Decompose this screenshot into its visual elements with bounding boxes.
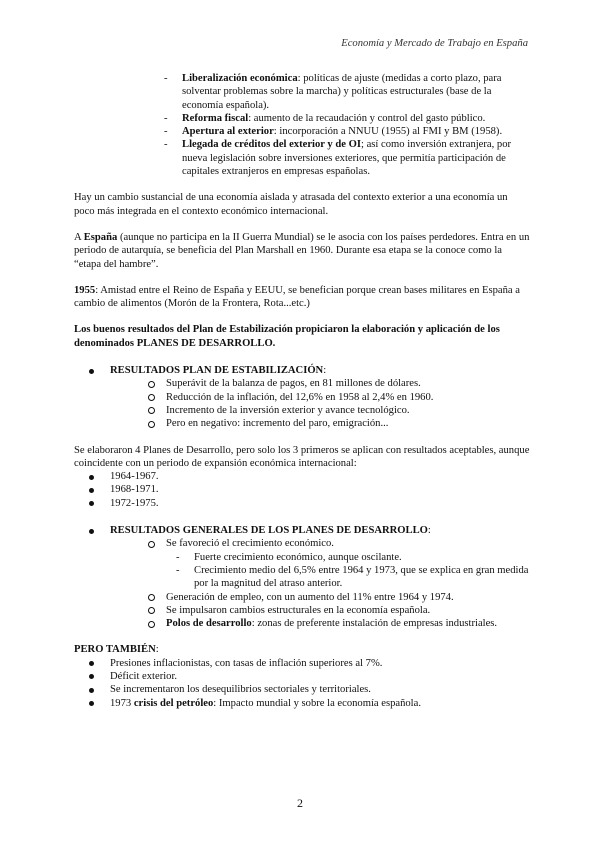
bullet-icon: [89, 701, 94, 706]
list-item: Déficit exterior.: [74, 670, 530, 683]
list-item: - Reforma fiscal: aumento de la recaudación y control del gasto público.: [164, 112, 530, 125]
section-resultados-generales: [74, 524, 530, 630]
section-heading-item: RESULTADOS PLAN DE ESTABILIZACIÓN: Superávit de la balanza de pagos, en 81 millones de dólares. Reducción de la inflación, del 12,6% en 1958 al 2,4% en 1960. Incremento de la inversión exterior y avance tecnológico. Pero en negativo: incremento del paro, emigración...: [74, 364, 530, 430]
bullet-icon: [89, 529, 94, 534]
bullet-icon: [89, 369, 94, 374]
list-item: Se favoreció el crecimiento económico. - Fuerte crecimiento económico, aunque oscilante. - Crecimiento medio del 6,5% entre 1964 y 1973, que se explica en gran medida por la magnitud del atraso anterior.: [146, 537, 530, 590]
section-plan-estabilizacion: [74, 364, 530, 430]
list-item: Pero en negativo: incremento del paro, emigración...: [146, 417, 530, 430]
paragraph-planes-desarrollo: Se elaboraron 4 Planes de Desarrollo, pero solo los 3 primeros se aplican con resultados aceptables, aunque coincidente con un periodo de expansión económica internacional:: [74, 444, 530, 469]
pero-tambien-list: [74, 657, 530, 710]
section-pero-tambien-heading: PERO TAMBIÉN:: [74, 644, 159, 656]
list-item: Generación de empleo, con un aumento del 11% entre 1964 y 1974.: [146, 591, 530, 604]
list-item: Incremento de la inversión exterior y avance tecnológico.: [146, 404, 530, 417]
list-item: Polos de desarrollo: zonas de preferente instalación de empresas industriales.: [146, 617, 530, 630]
circle-bullet-icon: [148, 421, 155, 428]
paragraph-economy-change: Hay un cambio sustancial de una economía aislada y atrasada del contexto exterior a una economía un poco más integrada en el contexto económico internacional.: [74, 192, 508, 217]
circle-bullet-icon: [148, 394, 155, 401]
list-item: 1973 crisis del petróleo: Impacto mundial y sobre la economía española.: [74, 697, 530, 710]
list-item: 1964-1967.: [74, 470, 530, 483]
crecimiento-sublist: [166, 551, 530, 591]
list-item: - Llegada de créditos del exterior y de OI; así como inversión extranjera, por nueva legislación sobre inversiones exteriores, que permitía participación de capitales extranjeros en empresas españolas.: [164, 138, 530, 178]
page-header: Economía y Mercado de Trabajo en España: [341, 38, 528, 49]
page-number: 2: [297, 796, 303, 810]
list-item: - Liberalización económica: políticas de ajuste (medidas a corto plazo, para solventar problemas sobre la marcha) y políticas estructurales (base de la economía española).: [164, 72, 530, 112]
circle-bullet-icon: [148, 381, 155, 388]
bullet-icon: [89, 488, 94, 493]
bullet-icon: [89, 688, 94, 693]
bullet-icon: [89, 501, 94, 506]
circle-bullet-icon: [148, 607, 155, 614]
list-item: - Fuerte crecimiento económico, aunque oscilante.: [176, 551, 530, 564]
bullet-icon: [89, 674, 94, 679]
resultados-generales-list: [110, 537, 530, 630]
circle-bullet-icon: [148, 541, 155, 548]
section-heading-item: RESULTADOS GENERALES DE LOS PLANES DE DESARROLLO: Se favoreció el crecimiento económico. - Fuerte crecimiento económico, aunque oscilante. - Crecimiento medio del 6,5% entre 1964 y 1973, que se explica en gran medida por la magnitud del atraso anterior. Generación de empleo, con un aumento del 11% entre 1964 y 1974. Se impulsaron cambios estructurales en la economía española. Polos de desarrollo: zonas de preferente instalación de empresas industriales.: [74, 524, 530, 630]
plans-list: [74, 470, 530, 510]
list-item: Se impulsaron cambios estructurales en la economía española.: [146, 604, 530, 617]
circle-bullet-icon: [148, 594, 155, 601]
list-item: Presiones inflacionistas, con tasas de inflación superiores al 7%.: [74, 657, 530, 670]
reform-measures-list: [164, 72, 530, 178]
paragraph-1955: 1955: Amistad entre el Reino de España y EEUU, se benefician porque crean bases militares en España a cambio de alimentos (Morón de la Frontera, Rota...etc.): [74, 284, 520, 310]
bullet-icon: [89, 661, 94, 666]
paragraph-planes-intro: Los buenos resultados del Plan de Estabilización propiciaron la elaboración y aplicación de los denominados PLANES DE DESARROLLO.: [74, 324, 500, 349]
circle-bullet-icon: [148, 621, 155, 628]
list-item: - Apertura al exterior: incorporación a NNUU (1955) al FMI y BM (1958).: [164, 125, 530, 138]
estabilizacion-results-list: [110, 377, 530, 430]
list-item: Se incrementaron los desequilibrios sectoriales y territoriales.: [74, 683, 530, 696]
list-item: - Crecimiento medio del 6,5% entre 1964 y 1973, que se explica en gran medida por la magnitud del atraso anterior.: [176, 564, 530, 591]
list-item: Superávit de la balanza de pagos, en 81 millones de dólares.: [146, 377, 530, 390]
document-body: [74, 72, 530, 710]
list-item: 1972-1975.: [74, 497, 530, 510]
paragraph-spain: A España (aunque no participa en la II Guerra Mundial) se le asocia con los países perdedores. Entra en un periodo de autarquía, se beneficia del Plan Marshall en 1960. Durante esa etapa se la conoce como la “etapa del hambre”.: [74, 231, 530, 270]
circle-bullet-icon: [148, 407, 155, 414]
list-item: 1968-1971.: [74, 483, 530, 496]
list-item: Reducción de la inflación, del 12,6% en 1958 al 2,4% en 1960.: [146, 391, 530, 404]
bullet-icon: [89, 475, 94, 480]
